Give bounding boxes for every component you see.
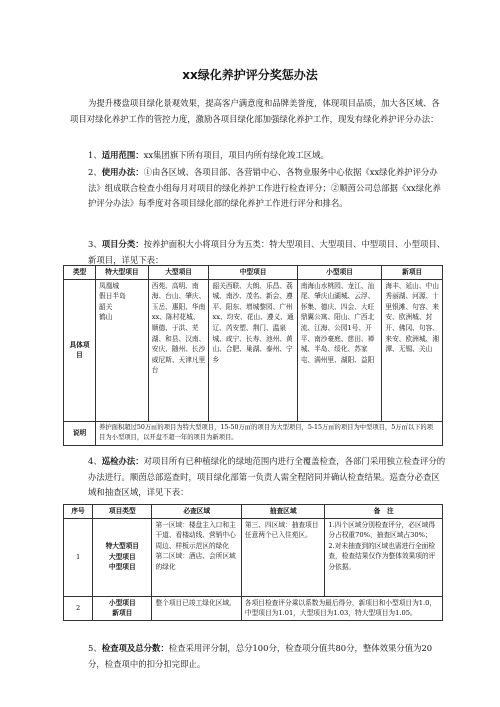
item-5-label: 检查项及总分数： (101, 643, 169, 653)
table1-cell: 海丰、延山、中山秀丽湖、河源、十里银滩、句容、来安、欧洲城、封开、佛冈、句容、来安、欧洲城、湘潭、无锡、关山 (382, 279, 443, 421)
table1-project-row (64, 279, 443, 421)
item-5 (88, 641, 448, 672)
intro-paragraph: 为提升楼盘项目绿化景观效果，提高客户满意度和品牌美誉度，体现项目品质，加大各区域、各项目对绿化养护工作的管控力度，激励各项目绿化部加强绿化养护工作，现发有绿化养护评分办法： (70, 98, 440, 124)
table1-cell: 西苑、高明、南海、台山、肇庆、玉岳、惠阳、华南xx、陈村花城、顺德、于洪、芜湖、和县、汉南、安庆、随州、长沙威尼斯、天津凡里台 (148, 279, 209, 421)
item-1-num: 1、 (88, 150, 102, 160)
table2-row-sampled: 第三、四区域：抽查项目任意两个已入住苑区。 (241, 518, 324, 596)
table1-note-row (64, 421, 443, 445)
item-1 (88, 148, 448, 164)
item-3-num: 3、 (88, 239, 102, 249)
table2-row-remark: 1.四个区域分别检查评分，必区域得分占权重70%，抽查区域占30%； 2.对未抽查到的区域也需进行全面检查，检查结果仅作为整体效果项的评分依据。 (325, 518, 443, 596)
table1-note-label: 说明 (64, 421, 96, 445)
item-1-label: 适用范围： (101, 150, 144, 160)
table1-note: 养护面积超过50万㎡的项目为特大型项目，15-50万㎡的项目为大型项目，5-15万㎡的项目为中型项目，5万㎡以下的项目为小型项目，以开盘不超一年的项目为新项目。 (96, 421, 443, 445)
item-3-label: 项目分类： (101, 239, 144, 249)
table1-header-row (64, 266, 443, 280)
item-2 (88, 165, 448, 212)
item-2-text: ①由各区域、各项目部、各营销中心、各物业服务中心依据《xx绿化养护评分办法》组成联合检查小组每月对项目的绿化养护工作进行检查评分；②顺茵公司总部据《xx绿化养护评分办法》每季度对各项目绿化部的绿化养护工作进行评分和排名。 (88, 167, 441, 208)
table2-row-num: 2 (64, 596, 93, 620)
table2-row-num: 1 (64, 518, 93, 596)
table2-row-required: 整个项目已竣工绿化区域。 (152, 596, 241, 620)
item-4 (88, 454, 448, 501)
table2-header-cell: 序号 (64, 505, 93, 519)
table1-header-cell: 中型项目 (209, 266, 297, 280)
table1-header-cell: 新项目 (382, 266, 443, 280)
table1-cell: 韶关西联、大朗、乐昌、荔城、南沙、茂名、新会、遵平、阳东、增城黎园、广州xx、均安、花山、遵义、通辽、芮安塑、荆门、温泉城、咸宁、长寿、池州、黄山、合肥、巢湖、泰州、宁乡 (209, 279, 297, 421)
item-4-num: 4、 (88, 456, 102, 466)
item-5-text: 检查采用评分制，总分100分，检查项分值共80分，整体效果分值为20分，检查项中的扣分扣完即止。 (88, 643, 433, 669)
item-5-num: 5、 (88, 643, 102, 653)
project-type-table (63, 265, 443, 446)
table2-row-type: 特大型项目 大型项目 中型项目 (93, 518, 152, 596)
document-title: xx绿化养护评分奖惩办法 (182, 68, 318, 82)
table1-header-cell: 特大型项目 (96, 266, 149, 280)
table2-row (64, 518, 443, 596)
item-2-label: 使用办法： (101, 167, 144, 177)
inspection-area-table (63, 504, 443, 621)
table2-header-cell: 必查区域 (152, 505, 241, 519)
table1-header-cell: 类型 (64, 266, 96, 280)
table1-header-cell: 小型项目 (297, 266, 382, 280)
table2-header-cell: 项目类型 (93, 505, 152, 519)
table1-row-label: 具体项目 (64, 279, 96, 421)
table2-row (64, 596, 443, 620)
table2-header-row (64, 505, 443, 519)
table1-header-cell: 大型项目 (148, 266, 209, 280)
table2-row-remark: 各项目检查评分乘以系数为最后得分，新项目和小型项目为1.0，中型项目为1.01，大型项目为1.03，特大型项目为1.05。 (241, 596, 442, 620)
table2-row-type: 小型项目 新项目 (93, 596, 152, 620)
item-3 (88, 237, 448, 268)
table1-cell: 南海山水桃园、龙江、汕尾、肇庆山湖城、云浮、怀集、德庆、四会、大旺鼎翼公寓、阳山、广西北流、江海、公园1号、开平、南沙豪庭、慈田、禅城、半岛、绥化、苏家屯、满州里、湖阳、益阳 (297, 279, 382, 421)
item-2-num: 2、 (88, 167, 102, 177)
item-4-label: 巡检办法： (101, 456, 144, 466)
table1-cell: 凤凰城 假日半岛 韶关 鹤山 (96, 279, 149, 421)
item-1-text: xx集团旗下所有项目，项目内所有绿化竣工区域。 (143, 150, 329, 160)
table2-header-cell: 备 注 (325, 505, 443, 519)
item-3-text: 按养护面积大小将项目分为五类：特大型项目、大型项目、中型项目、小型项目、新项目，详见下表： (88, 239, 446, 265)
table2-row-required: 第一区域：楼盘主入口和主干道、看楼动线、营销中心周边、样板示范区的绿化 第二区域：酒店、会所区域的绿化 (152, 518, 241, 596)
item-4-text: 对项目所有已种植绿化的绿地范围内进行全覆盖检查，各部门采用独立检查评分的办法进行。顺茵总部巡查时，项目绿化部第一负责人需全程陪同并确认检查结果。巡查分必查区域和抽查区域，详见下表： (88, 456, 446, 497)
table2-header-cell: 抽查区域 (241, 505, 324, 519)
